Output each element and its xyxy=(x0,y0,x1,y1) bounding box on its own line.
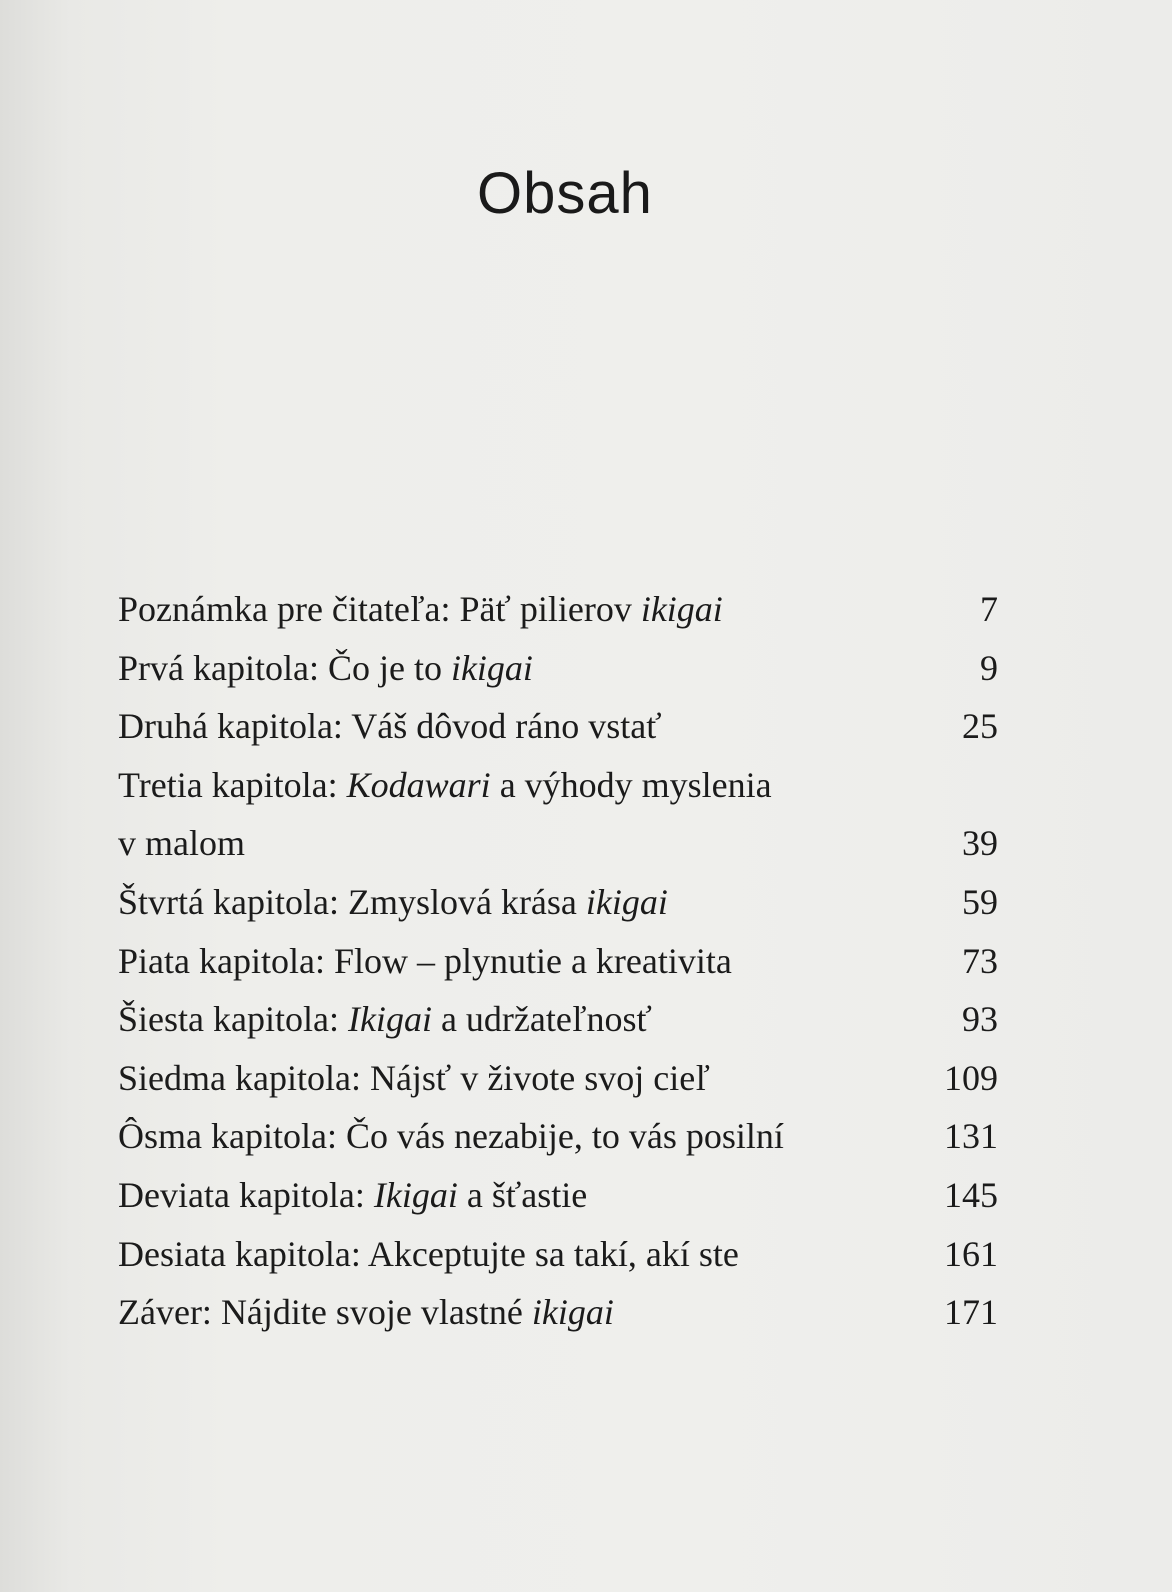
entry-text: Poznámka pre čitateľa: Päť pilierov ikigai xyxy=(118,589,723,629)
page-number: 59 xyxy=(962,881,998,922)
entry-text: Tretia kapitola: Kodawari a výhody myslenia xyxy=(118,764,772,805)
toc-entry xyxy=(118,756,998,815)
page-number: 171 xyxy=(944,1292,998,1333)
entry-text: Desiata kapitola: Akceptujte sa takí, akí ste xyxy=(118,1233,739,1274)
page-number: 93 xyxy=(962,999,998,1040)
entry-text: Druhá kapitola: Váš dôvod ráno vstať xyxy=(118,706,662,747)
entry-text: Štvrtá kapitola: Zmyslová krása ikigai xyxy=(118,881,668,922)
entry-text: Šiesta kapitola: Ikigai a udržateľnosť xyxy=(118,999,652,1040)
entry-text: Siedma kapitola: Nájsť v živote svoj cieľ xyxy=(118,1057,710,1098)
entry-text: Záver: Nájdite svoje vlastné ikigai xyxy=(118,1292,614,1333)
table-of-contents xyxy=(118,580,998,1342)
page-number: 39 xyxy=(962,823,998,864)
entry-text: Ôsma kapitola: Čo vás nezabije, to vás posilní xyxy=(118,1116,784,1157)
toc-entry xyxy=(118,697,998,756)
toc-entry xyxy=(118,873,998,932)
page-number: 7 xyxy=(980,589,998,629)
page-number: 131 xyxy=(944,1116,998,1157)
entry-text: v malom xyxy=(118,823,245,864)
page-title: Obsah xyxy=(477,161,653,226)
entry-text: Piata kapitola: Flow – plynutie a kreativita xyxy=(118,940,732,981)
toc-entry xyxy=(118,1107,998,1166)
toc-entry xyxy=(118,990,998,1049)
toc-entry xyxy=(118,1049,998,1108)
toc-entry xyxy=(118,580,998,639)
toc-entry xyxy=(118,1225,998,1284)
page-number: 25 xyxy=(962,706,998,747)
toc-entry xyxy=(118,639,998,698)
entry-text: Deviata kapitola: Ikigai a šťastie xyxy=(118,1174,588,1215)
toc-entry xyxy=(118,1166,998,1225)
page-number: 73 xyxy=(962,940,998,981)
toc-entry-continuation xyxy=(118,814,998,873)
toc-entry xyxy=(118,932,998,991)
page-number: 9 xyxy=(980,647,998,688)
entry-text: Prvá kapitola: Čo je to ikigai xyxy=(118,647,533,688)
page-number: 145 xyxy=(944,1174,998,1215)
page-number: 109 xyxy=(944,1057,998,1098)
page-number: 161 xyxy=(944,1233,998,1274)
toc-entry xyxy=(118,1283,998,1342)
